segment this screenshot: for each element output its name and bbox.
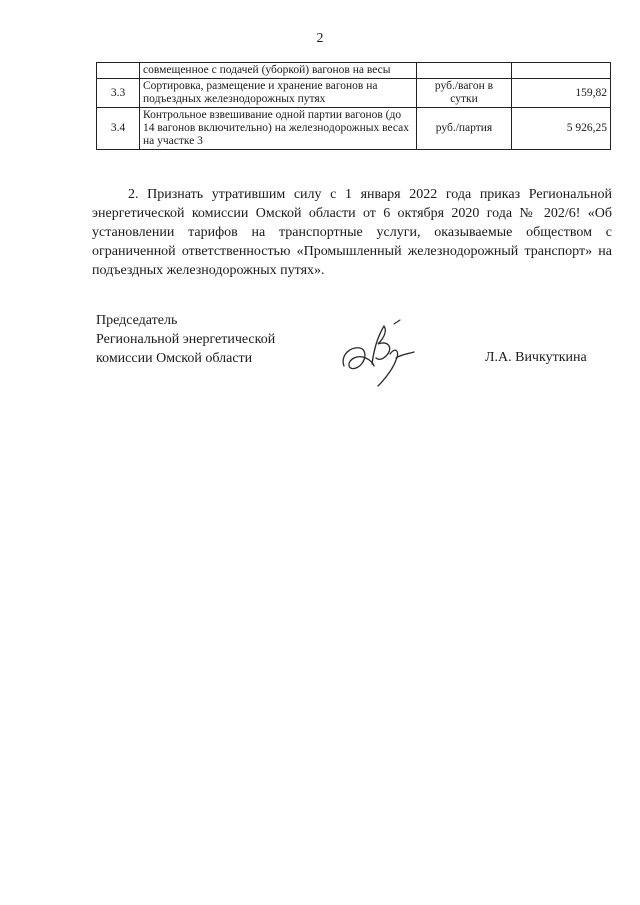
tariff-value: 159,82 xyxy=(512,79,611,108)
tariff-value xyxy=(512,63,611,79)
service-name: Контрольное взвешивание одной партии вагонов (до 14 вагонов включительно) на железнодорожных весах на участке 3 xyxy=(140,108,417,150)
table-row xyxy=(97,108,611,150)
unit xyxy=(417,63,512,79)
page-number: 2 xyxy=(316,31,324,46)
table-row xyxy=(97,79,611,108)
service-name: совмещенное с подачей (уборкой) вагонов на весы xyxy=(140,63,417,79)
service-name: Сортировка, размещение и хранение вагонов на подъездных железнодорожных путях xyxy=(140,79,417,108)
row-number: 3.4 xyxy=(97,108,140,150)
row-number: 3.3 xyxy=(97,79,140,108)
signatory-title-line: Председатель xyxy=(96,313,178,328)
row-number xyxy=(97,63,140,79)
tariff-table xyxy=(96,62,611,150)
handwritten-signature xyxy=(338,318,418,390)
table-row xyxy=(97,63,611,79)
paragraph-2: 2. Признать утратившим силу с 1 января 2022 года приказ Региональной энергетической комиссии Омской области от 6 октября 2020 года № 202/6! «Об установлении тарифов на транспортные услуги, оказываемые обществом с ограниченной ответственностью «Промышленный железнодорожный транспорт» на подъездных железнодорожных путях». xyxy=(92,187,612,278)
signatory-title-line: Региональной энергетической xyxy=(96,332,276,347)
tariff-value: 5 926,25 xyxy=(512,108,611,150)
signatory-title-line: комиссии Омской области xyxy=(96,351,253,366)
unit: руб./партия xyxy=(417,108,512,150)
unit: руб./вагон в сутки xyxy=(417,79,512,108)
signatory-title xyxy=(96,311,336,368)
signer-name: Л.А. Вичкуткина xyxy=(485,350,587,365)
